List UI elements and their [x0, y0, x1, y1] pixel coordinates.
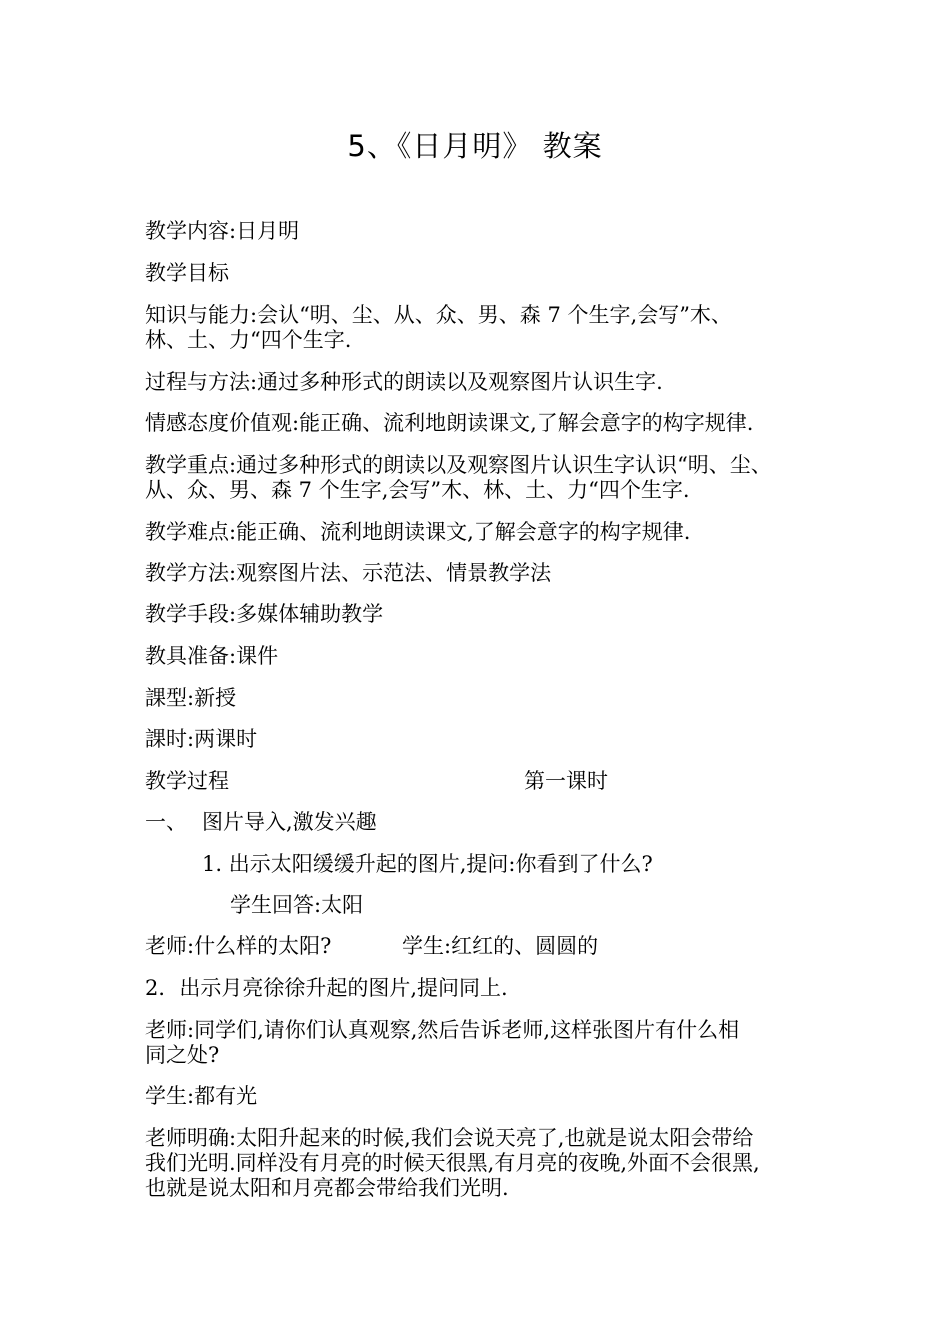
knowledge-goal-line-2: 林、土、力“四个生字.: [145, 328, 352, 352]
teaching-tools: 教具准备:课件: [145, 644, 279, 668]
teacher-clarify-line-2: 我们光明.同样没有月亮的时候天很黑,有月亮的夜晚,外面不会很黑,: [145, 1151, 760, 1175]
step-two: 2．出示月亮徐徐升起的图片,提问同上.: [145, 976, 508, 1000]
step-one: 1. 出示太阳缓缓升起的图片,提问:你看到了什么?: [202, 852, 653, 876]
teacher-clarify-line-1: 老师明确:太阳升起来的时候,我们会说天亮了,也就是说太阳会带给: [145, 1126, 754, 1150]
lesson-type: 課型:新授: [145, 686, 237, 710]
process-goal: 过程与方法:通过多种形式的朗读以及观察图片认识生字.: [145, 370, 663, 394]
document-title: 5、《日月明》 教案: [347, 129, 603, 163]
student-answer-two: 学生:都有光: [145, 1084, 258, 1108]
teaching-goal-heading: 教学目标: [145, 261, 229, 285]
teacher-question-two-line-1: 老师:同学们,请你们认真观察,然后告诉老师,这样张图片有什么相: [145, 1018, 740, 1042]
difficulty-point: 教学难点:能正确、流利地朗读课文,了解会意字的构字规律.: [145, 520, 691, 544]
key-point-line-2: 从、众、男、森 7 个生字,会写”木、林、土、力“四个生字.: [145, 478, 690, 502]
key-point-line-1: 教学重点:通过多种形式的朗读以及观察图片认识生字认识“明、尘、: [145, 453, 772, 477]
student-answer-one: 学生:红红的、圆圆的: [402, 934, 599, 958]
step-one-answer: 学生回答:太阳: [230, 893, 364, 917]
knowledge-goal-line-1: 知识与能力:会认“明、尘、从、众、男、森 7 个生字,会写”木、: [145, 303, 732, 327]
lesson-one-label: 第一课时: [524, 769, 608, 793]
teaching-content: 教学内容:日月明: [145, 219, 300, 243]
teaching-process-heading: 教学过程: [145, 769, 229, 793]
teacher-clarify-line-3: 也就是说太阳和月亮都会带给我们光明.: [145, 1176, 509, 1200]
section-one-title: 图片导入,激发兴趣: [202, 810, 377, 834]
section-one-number: 一、: [145, 810, 187, 834]
teaching-method: 教学方法:观察图片法、示范法、情景教学法: [145, 561, 552, 585]
teaching-means: 教学手段:多媒体辅助教学: [145, 602, 384, 626]
teacher-question-two-line-2: 同之处?: [145, 1043, 220, 1067]
teacher-question-one: 老师:什么样的太阳?: [145, 934, 332, 958]
emotion-goal: 情感态度价值观:能正确、流利地朗读课文,了解会意字的构字规律.: [145, 411, 754, 435]
lesson-hours: 課时:两课时: [145, 727, 258, 751]
